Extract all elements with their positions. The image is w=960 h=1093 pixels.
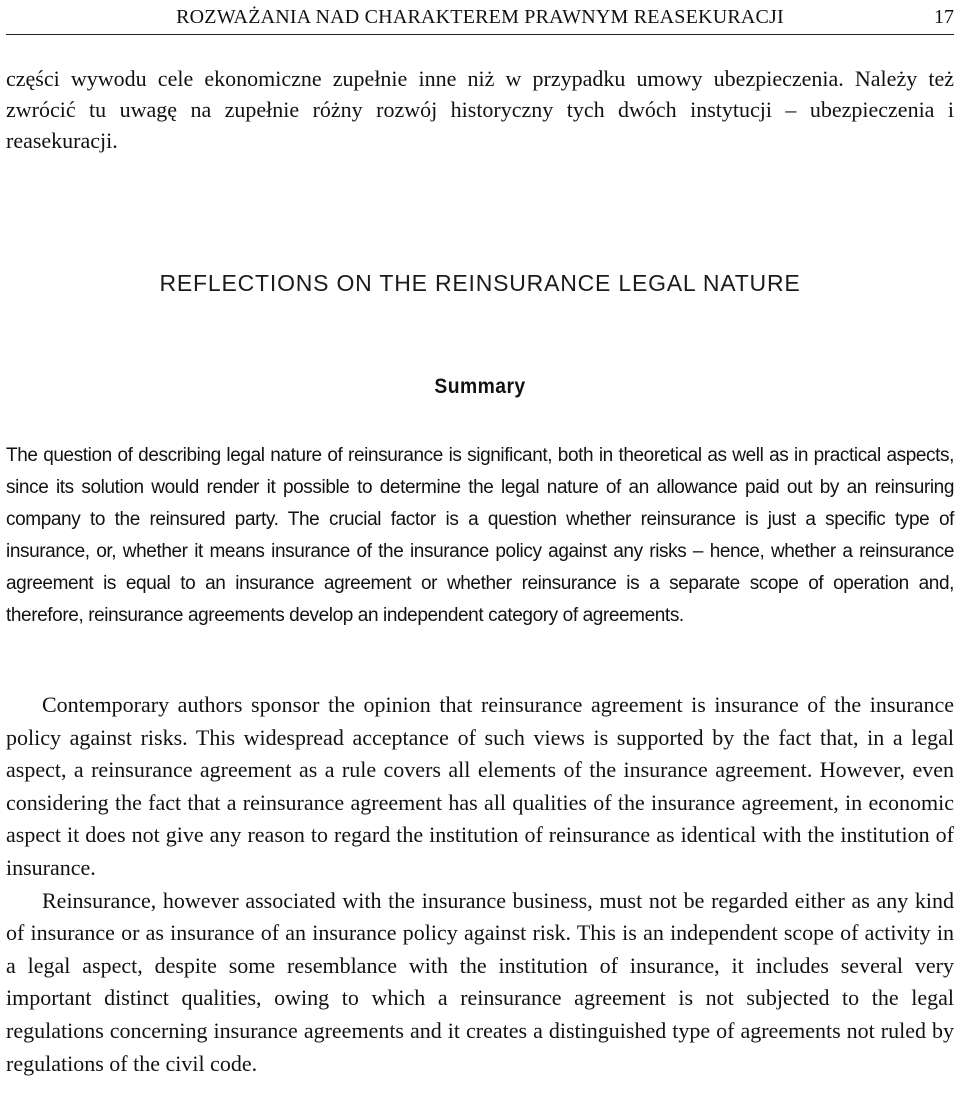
body-block xyxy=(6,689,954,1080)
summary-heading: Summary xyxy=(434,375,526,398)
page-number: 17 xyxy=(934,6,954,28)
summary-paragraph: The question of describing legal nature of reinsurance is significant, both in theoretical as well as in practical aspects, since its solution would render it possible to determine the legal nature of an allowance paid out by an reinsuring company to the reinsured party. The crucial factor is a question whether reinsurance is just a specific type of insurance, or, whether it means insurance of the insurance policy against any risks – hence, whether a reinsurance agreement is equal to an insurance agreement or whether reinsurance is a separate scope of operation and, therefore, reinsurance agreements develop an independent category of agreements. xyxy=(6,445,954,626)
running-header xyxy=(6,0,954,35)
body-paragraph-1: Contemporary authors sponsor the opinion that reinsurance agreement is insurance of the insurance policy against risks. This widespread acceptance of such views is supported by the fact that, in a legal aspect, a reinsurance agreement as a rule covers all elements of the insurance agreement. However, even considering the fact that a reinsurance agreement has all qualities of the insurance agreement, in economic aspect it does not give any reason to regard the institution of reinsurance as identical with the institution of insurance. xyxy=(6,692,954,880)
running-head-title: ROZWAŻANIA NAD CHARAKTEREM PRAWNYM REASEKURACJI xyxy=(176,6,784,28)
english-title: REFLECTIONS ON THE REINSURANCE LEGAL NATURE xyxy=(159,270,801,296)
body-paragraph-2: Reinsurance, however associated with the insurance business, must not be regarded either as any kind of insurance or as insurance of an insurance policy against risk. This is an independent scope of activity in a legal aspect, despite some resemblance with the institution of insurance, it includes several very important distinct qualities, owing to which a reinsurance agreement is not subjected to the legal regulations concerning insurance agreements and it creates a distinguished type of agreements not ruled by regulations of the civil code. xyxy=(6,887,954,1076)
polish-paragraph: części wywodu cele ekonomiczne zupełnie inne niż w przypadku umowy ubezpieczenia. Należy też zwrócić tu uwagę na zupełnie różny rozwój historyczny tych dwóch instytucji – ubezpieczenia i reasekuracji. xyxy=(6,66,954,153)
summary-block xyxy=(6,440,954,632)
polish-paragraph-block xyxy=(6,63,954,156)
document-page xyxy=(6,0,954,1093)
